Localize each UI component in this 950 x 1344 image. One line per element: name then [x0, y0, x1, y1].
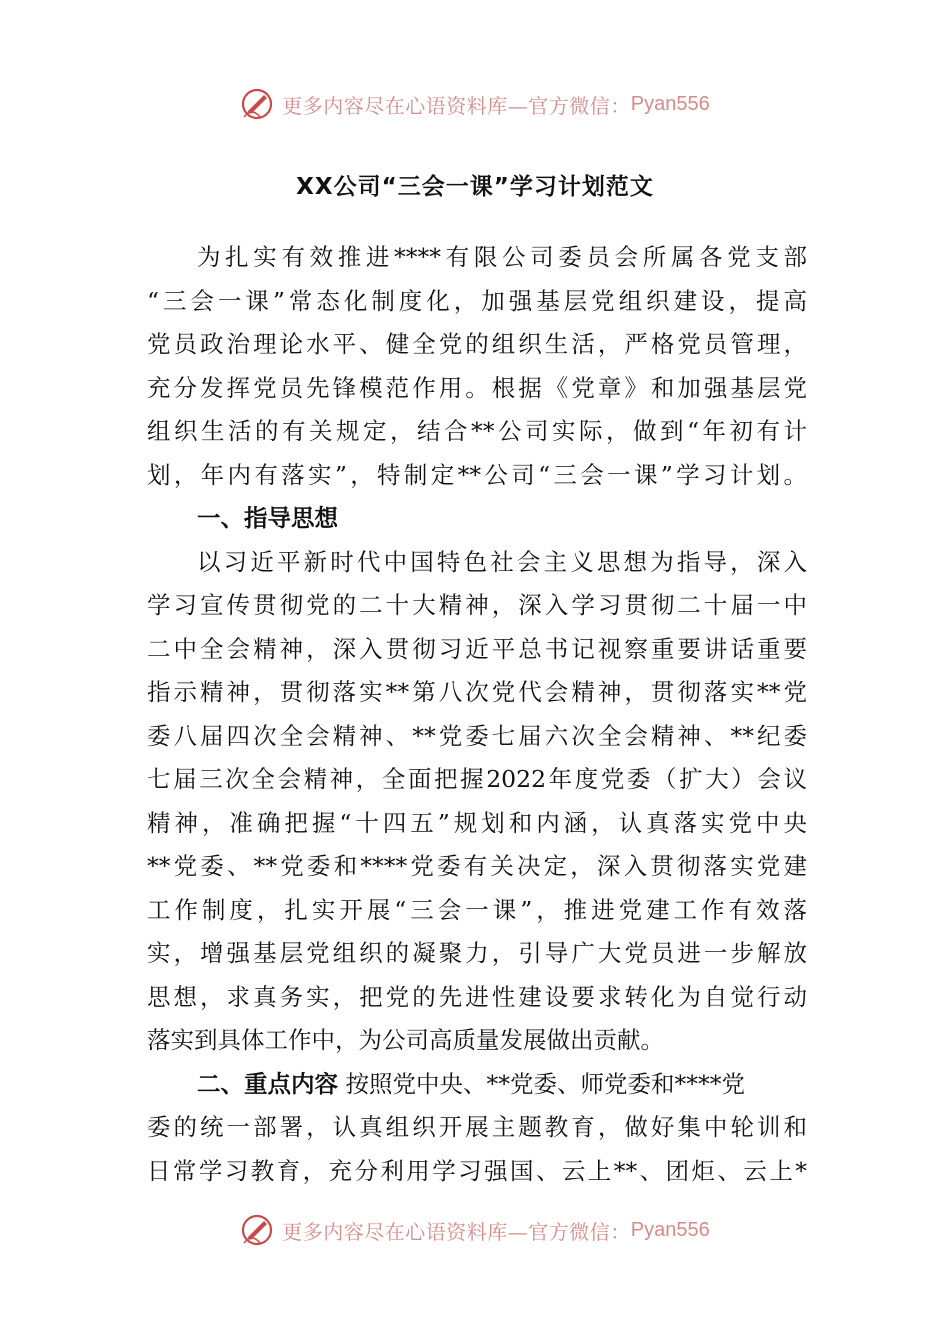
document-body	[147, 236, 807, 1193]
document-title: XX公司“三会一课”学习计划范文	[296, 174, 654, 200]
paragraph-line: 学习宣传贯彻党的二十大精神，深入学习贯彻二十届一中	[147, 591, 807, 619]
paragraph-line: 落实到具体工作中，为公司高质量发展做出贡献。	[147, 1026, 664, 1054]
paragraph-line: 实，增强基层党组织的凝聚力，引导广大党员进一步解放	[147, 939, 807, 967]
watermark-banner-bottom	[0, 1210, 950, 1250]
paragraph-line: “三会一课”常态化制度化，加强基层党组织建设，提高	[147, 286, 807, 315]
paragraph-line: 工作制度，扎实开展“三会一课”，推进党建工作有效落	[147, 895, 807, 924]
paragraph-line: 七届三次全会精神，全面把握2022年度党委（扩大）会议	[147, 765, 807, 793]
watermark-wechat-id: Pyan556	[630, 92, 710, 115]
watermark-wechat-id: Pyan556	[630, 1218, 710, 1241]
paragraph-line: **党委、**党委和****党委有关决定，深入贯彻落实党建	[147, 852, 807, 880]
paragraph-line: 日常学习教育，充分利用学习强国、云上**、团炬、云上*	[147, 1156, 807, 1185]
watermark-text: 更多内容尽在心语资料库—官方微信：	[282, 93, 631, 118]
paragraph-line: 组织生活的有关规定，结合**公司实际，做到“年初有计	[147, 417, 807, 445]
paragraph-line: 思想，求真务实，把党的先进性建设要求转化为自觉行动	[147, 982, 807, 1011]
paragraph-line: 委的统一部署，认真组织开展主题教育，做好集中轮训和	[147, 1113, 807, 1141]
paragraph-line: 指示精神，贯彻落实**第八次党代会精神，贯彻落实**党	[147, 678, 807, 706]
watermark-text: 更多内容尽在心语资料库—官方微信：	[282, 1219, 631, 1244]
paragraph-line: 为扎实有效推进****有限公司委员会所属各党支部	[197, 243, 807, 271]
paragraph-line: 划，年内有落实”，特制定**公司“三会一课”学习计划。	[147, 460, 807, 489]
pen-signature-icon	[240, 87, 274, 121]
section-heading-key-content: 二、重点内容	[197, 1069, 338, 1098]
section-two-first-line	[147, 1063, 807, 1107]
paragraph-line: 精神，准确把握“十四五”规划和内涵，认真落实党中央	[147, 808, 807, 837]
paragraph-line: 二中全会精神，深入贯彻习近平总书记视察重要讲话重要	[147, 634, 807, 663]
watermark-banner-top	[0, 84, 950, 124]
pen-signature-icon	[240, 1213, 274, 1247]
paragraph-line: 委八届四次全会精神、**党委七届六次全会精神、**纪委	[147, 721, 807, 750]
section-heading-guiding-thought: 一、指导思想	[197, 504, 338, 532]
paragraph-text: 按照党中央、**党委、师党委和****党	[345, 1069, 745, 1098]
paragraph-line: 党员政治理论水平、健全党的组织生活，严格党员管理，	[147, 330, 807, 358]
paragraph-line: 充分发挥党员先锋模范作用。根据《党章》和加强基层党	[147, 373, 807, 402]
paragraph-line: 以习近平新时代中国特色社会主义思想为指导，深入	[197, 547, 807, 576]
